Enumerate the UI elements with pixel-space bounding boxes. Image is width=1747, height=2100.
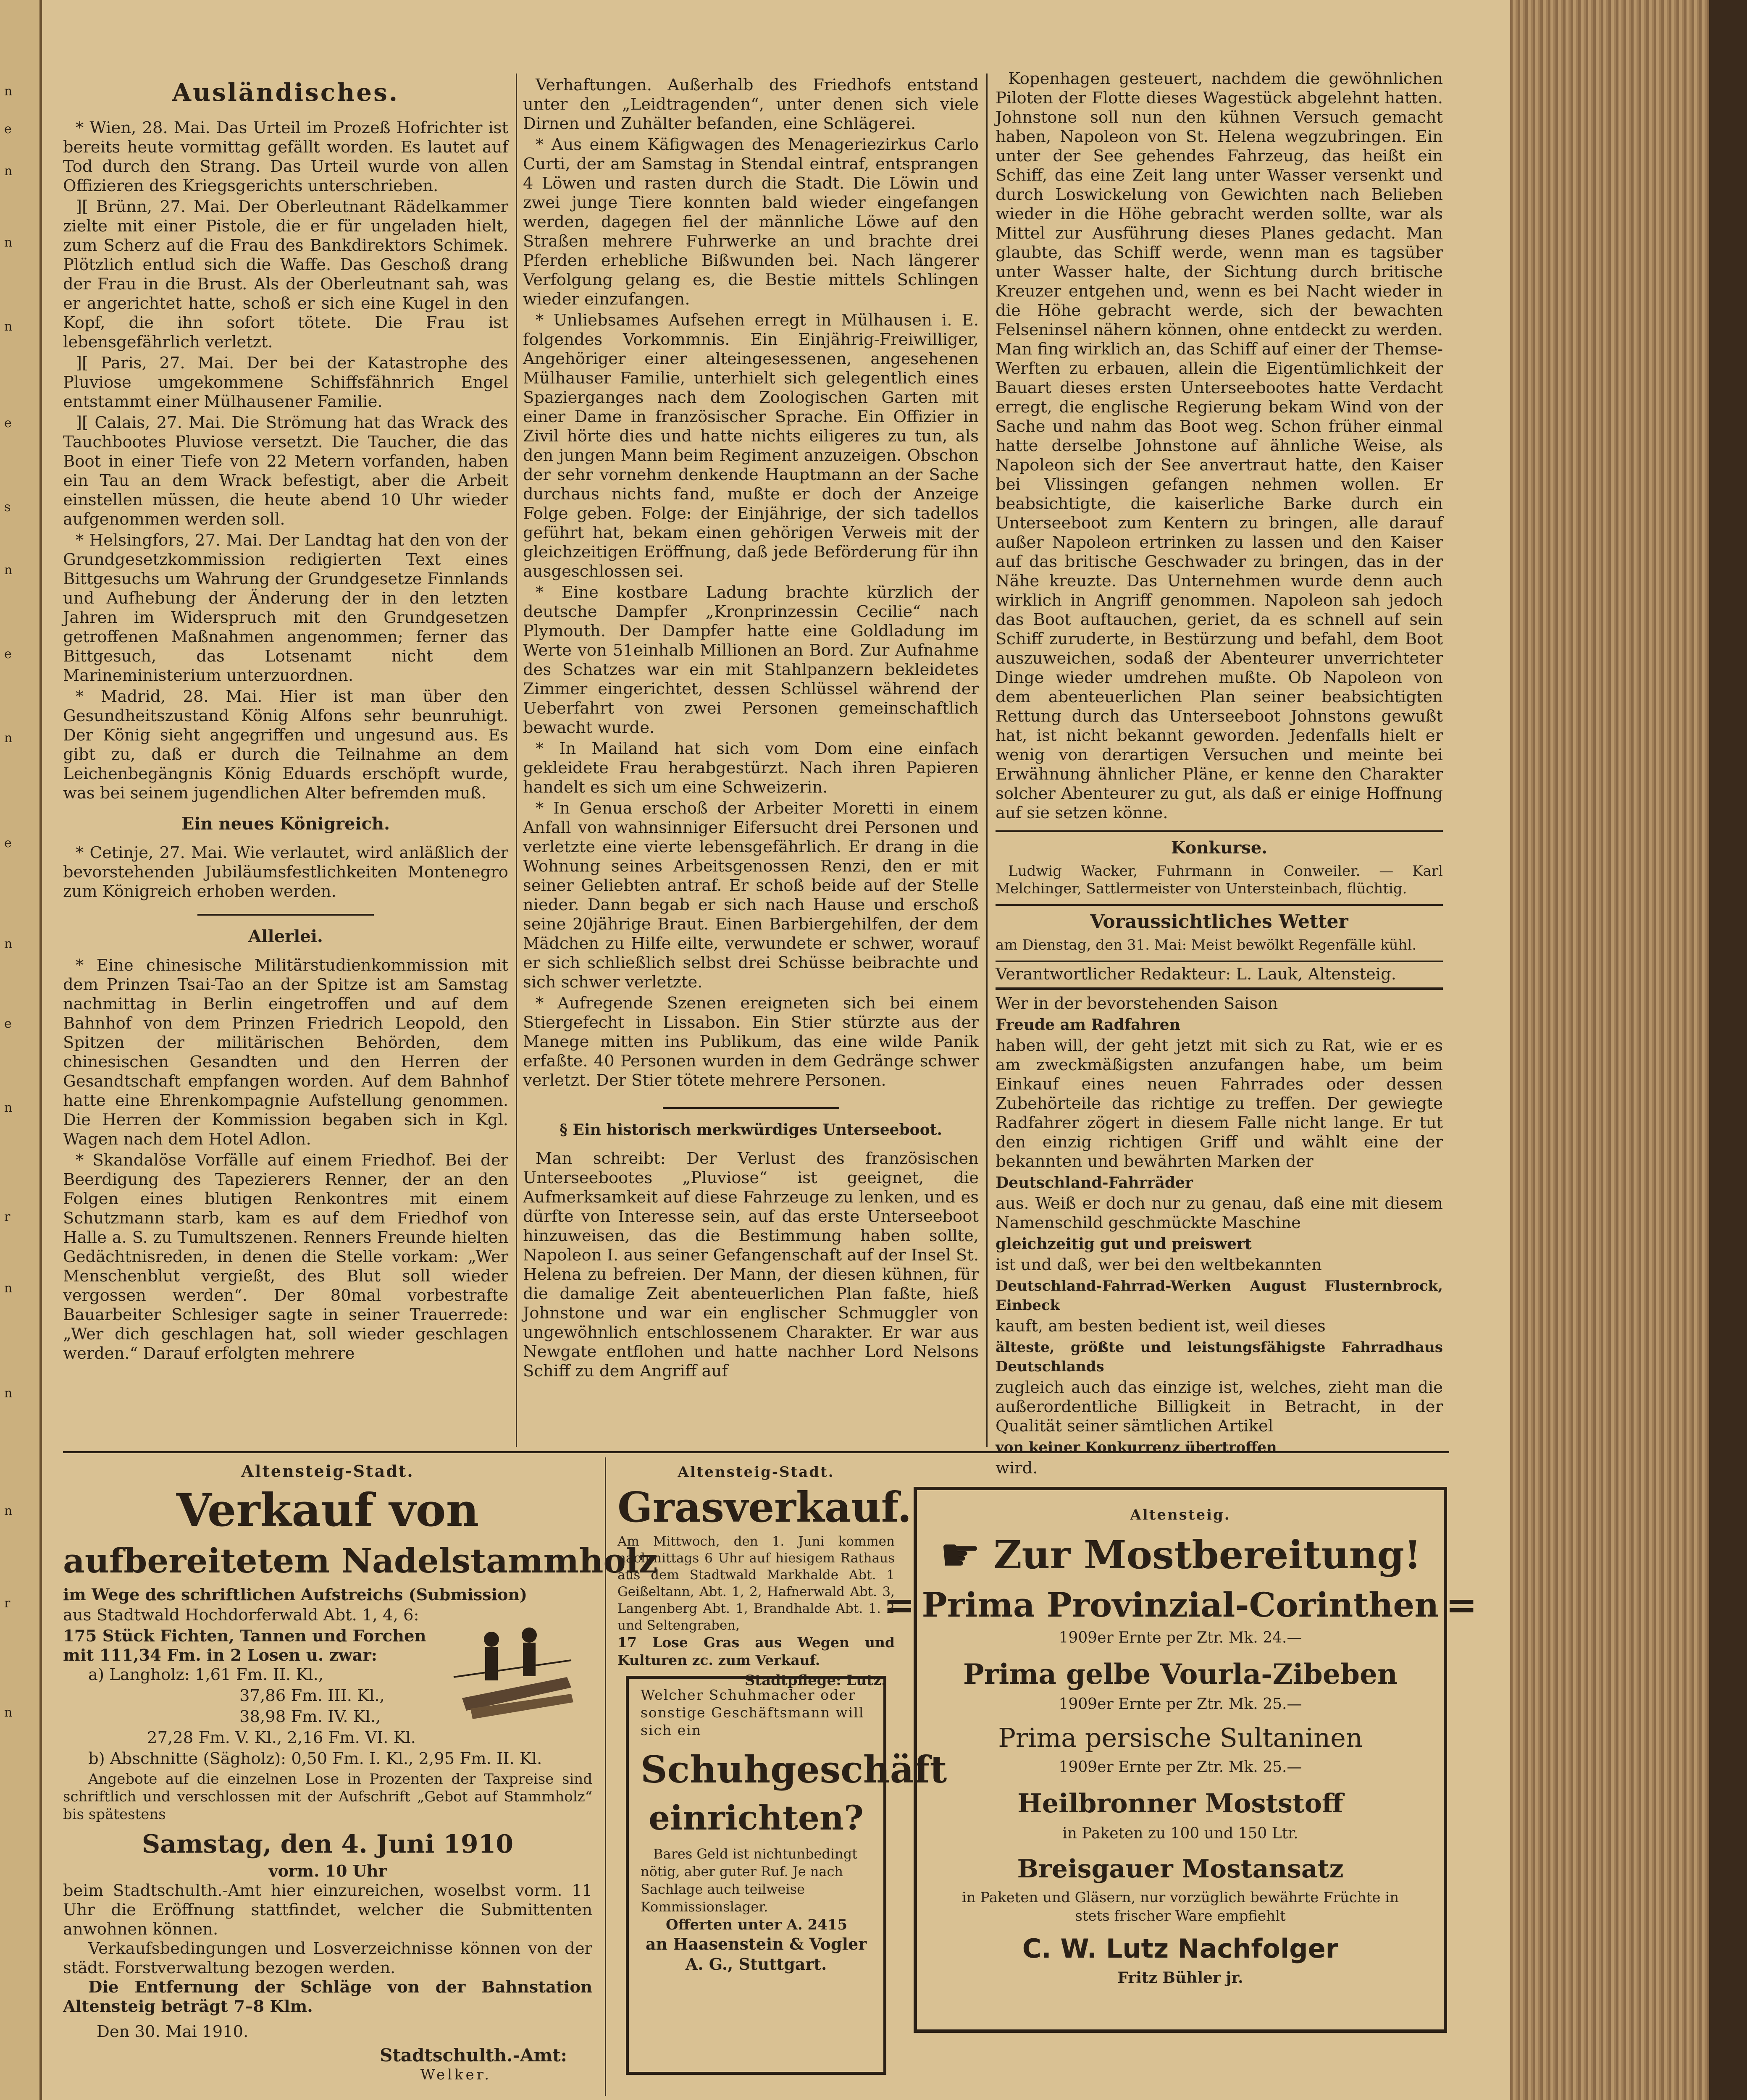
article-paragraph: Kopenhagen gesteuert, nachdem die gewöhnlichen Piloten der Flotte dieses Wagestück abgelehnt hatten. Johnstone soll nun den kühnen Versuch gemacht haben, Napoleon von St. Helena wegzubringen. Ein unter der See gehendes Fahrzeug, das heißt ein Schiff, das eine Zeit lang unter Wasser versenkt und durch Loswickelung von Gewichten nach Belieben wieder in die Höhe gebracht werden sollte, war als Mittel zur Ausführung dieses Planes gedacht. Man glaubte, das Schiff werde, wenn man es tagsüber unter Wasser halte, der Sichtung durch britische Kreuzer entgehen und, wenn es bei Nacht wieder in die Höhe gebracht werde, sich der bewachten Felseninsel nähern können, ohne entdeckt zu werden. Man fing wirklich an, das Schiff auf einer der Themse-Werften zu erbauen, allein die Eigentümlichkeit der Bauart dieses ersten Unterseebootes hatte Verdacht erregt, die englische Regierung bekam Wind von der Sache und nahm das Boot weg. Schon früher einmal hatte derselbe Johnstone auf ähnliche Weise, als Napoleon sich der See anvertraut hatte, den Kaiser bei Vlissingen gefangen nehmen wollen. Er beabsichtigte, die kaiserliche Barke durch ein Unterseeboot zum Kentern zu bringen, alle darauf außer Napoleon ertrinken zu lassen und den Kaiser auf das britische Geschwader zu bringen, das in der Nähe kreuzte. Das Unternehmen wurde denn auch wirklich in Angriff genommen. Napoleon sah jedoch das Boot auftauchen, geriet, da es schnell auf sein Schiff zuruderte, in Bestürzung und befahl, dem Boot auszuweichen, sodaß der Abenteurer unverrichteter Dinge wieder umdrehen mußte. Ob Napoleon von dem abenteuerlichen Plan seiner beabsichtigten Rettung durch das Unterseeboot Johnstons gewußt hat, ist nicht bekannt geworden. Jedenfalls hielt er wenig von derartigen Versuchen und meinte bei Erwähnung ähnlicher Pläne, er kenne den Charakter solcher Abenteurer zu gut, als daß er einige Hoffnung auf sie setzen könne. [996, 69, 1443, 822]
ad-heading: Freude am Radfahren [996, 1016, 1180, 1034]
ad-signature: Stadtpflege: Lutz. [744, 1672, 886, 1689]
ad-header: Altensteig-Stadt. [241, 1462, 414, 1480]
ad-header: Altensteig-Stadt. [678, 1464, 835, 1480]
divider [996, 830, 1443, 832]
ad-price: 1909er Ernte per Ztr. Mk. 24.— [1059, 1629, 1302, 1646]
ad-title-row [934, 1528, 1427, 1582]
ad-address: an Haasenstein & Vogler [645, 1935, 867, 1953]
margin-letter: r [4, 1596, 11, 1611]
divider [996, 961, 1443, 962]
ad-text: Bares Geld ist nichtunbedingt nötig, aber guter Ruf. Je nach Sachlage auch teilweise Kommissionslager. [641, 1846, 858, 1915]
ad-price: 1909er Ernte per Ztr. Mk. 25.— [1059, 1696, 1302, 1713]
margin-letter: n [4, 937, 13, 951]
margin-letter: n [4, 1386, 13, 1401]
fahrrad-ad [996, 994, 1443, 1478]
article-paragraph: ][ Brünn, 27. Mai. Der Oberleutnant Rädelkammer zielte mit einer Pistole, die er für ungeladen hielt, zum Scherz auf die Frau des Bankdirektors Schimek. Plötzlich entlud sich die Waffe. Das Geschoß drang der Frau in die Brust. Als der Oberleutnant sah, was er angerichtet hatte, schoß er sich eine Kugel in den Kopf, die ihn sofort tötete. Die Frau ist lebensgefährlich verletzt. [63, 197, 508, 352]
ad-schuhgeschaeft [626, 1676, 947, 2075]
ad-price: in Paketen zu 100 und 150 Ltr. [1062, 1825, 1298, 1842]
margin-letter: r [4, 1210, 11, 1224]
ad-text: a) Langholz: 1,61 Fm. II. Kl., [88, 1665, 324, 1684]
ad-text: Am Mittwoch, den 1. Juni kommen nachmittags 6 Uhr auf hiesigem Rathaus aus dem Stadtwald Markhalde Abt. 1 Geißeltann, Abt. 1, 2, Hafnerwald Abt. 3, Langenberg Abt. 1, Brandhalde Abt. 1. 2 und Seltengraben, [617, 1534, 895, 1633]
ad-address: A. G., Stuttgart. [685, 1955, 827, 1974]
divider [996, 904, 1443, 906]
ad-firm: C. W. Lutz Nachfolger [1022, 1933, 1339, 1964]
ad-text: 38,98 Fm. IV. Kl., [239, 1707, 381, 1726]
redakteur-line: Verantwortlicher Redakteur: L. Lauk, Altensteig. [996, 965, 1397, 984]
ad-time: vorm. 10 Uhr [268, 1861, 387, 1880]
margin-letter: n [4, 319, 13, 334]
divider [996, 987, 1443, 990]
article-paragraph: * Wien, 28. Mai. Das Urteil im Prozeß Hofrichter ist bereits heute vormittag gefällt worden. Es lautet auf Tod durch den Strang. Das Urteil wurde von allen Offizieren des Kriegsgerichts unterschrieben. [63, 118, 508, 195]
ad-heading: von keiner Konkurrenz übertroffen [996, 1439, 1277, 1456]
margin-letter: n [4, 1504, 13, 1518]
ad-text: aus Stadtwald Hochdorferwald Abt. 1, 4, 6: [63, 1606, 419, 1625]
margin-letter: n [4, 164, 13, 178]
ad-heading: gleichzeitig gut und preiswert [996, 1235, 1252, 1253]
subsection-title-koenigreich: Ein neues Königreich. [181, 814, 390, 834]
column-divider [986, 74, 988, 1447]
book-page-stack [1510, 0, 1747, 2100]
subsection-title-unterseeboot: § Ein historisch merkwürdiges Unterseeboot. [560, 1121, 942, 1139]
ad-text: Angebote auf die einzelnen Lose in Prozenten der Taxpreise sind schriftlich und verschlossen mit der Aufschrift „Gebot auf Stammholz“ bis spätestens [63, 1771, 592, 1823]
article-paragraph: * In Mailand hat sich vom Dom eine einfach gekleidete Frau herabgestürzt. Nach ihren Papieren handelt es sich um eine Schweizerin. [523, 739, 979, 797]
ad-body [63, 1606, 592, 1823]
article-paragraph: * Skandalöse Vorfälle auf einem Friedhof. Bei der Beerdigung des Tapezierers Renner, der an den Folgen eines blutigen Renkontres mit einem Schutzmann starb, kam es auf dem Friedhof von Halle a. S. zu Tumultszenen. Renners Freunde hielten Gedächtnisreden, in denen die Stelle vorkam: „Wer Menschenblut vergießt, des Blut soll wieder vergossen werden“. Der 80mal vorbestrafte Bauarbeiter Schlesiger sagte in seiner Trauerrede: „Wer dich geschlagen hat, soll wieder geschlagen werden.“ Darauf erfolgten mehrere [63, 1151, 508, 1363]
ad-date-line: Den 30. Mai 1910. [97, 2022, 249, 2041]
column-divider [516, 74, 517, 1447]
ad-text: haben will, der geht jetzt mit sich zu Rat, wie er es am zweckmäßigsten anzufangen habe, um beim Einkauf eines neuen Fahrrades oder dessen Zubehörteile das richtige zu treffen. Der gewiegte Radfahrer zögert in diesem Falle nicht lange. Er tut den einzig richtigen Griff und wählt eine der bekannten und bewährten Marken der [996, 1036, 1443, 1171]
margin-letter: n [4, 1100, 13, 1115]
ad-owner: Fritz Bühler jr. [1117, 1969, 1243, 1987]
ad-product: Breisgauer Mostansatz [1017, 1854, 1344, 1884]
margin-letter: n [4, 731, 13, 746]
ad-header: Altensteig. [1130, 1507, 1231, 1523]
margin-letter: n [4, 84, 13, 99]
ad-title: Grasverkauf. [617, 1483, 912, 1532]
ad-text: b) Abschnitte (Sägholz): 0,50 Fm. I. Kl., 2,95 Fm. II. Kl. [88, 1749, 542, 1768]
ad-text: Offerten unter A. 2415 [666, 1916, 848, 1933]
divider [197, 914, 374, 916]
ad-text: beim Stadtschulth.-Amt hier einzureichen, woselbst vorm. 11 Uhr die Eröffnung stattfindet, welcher die Submittenten anwohnen können. [63, 1881, 592, 1939]
article-paragraph: ][ Calais, 27. Mai. Die Strömung hat das Wrack des Tauchbootes Pluviose versetzt. Die Taucher, die das Boot in einer Tiefe von 22 Metern vorfanden, haben ein Tau an dem Wrack befestigt, aber die Arbeit einstellen müssen, die heute abend 10 Uhr wieder aufgenommen werden soll. [63, 413, 508, 529]
margin-letter: n [4, 1705, 13, 1720]
article-paragraph: * In Genua erschoß der Arbeiter Moretti in einem Anfall von wahnsinniger Eifersucht drei Personen und verletzte eine vierte lebensgefährlich. Er drang in die Wohnung seines Arbeitsgenossen Renzi, den er mit seiner Geliebten antraf. Er schoß beide auf der Stelle nieder. Dann begab er sich nach Hause und erschoß seine 20jährige Braut. Einen Barbiergehilfen, der dem Mädchen zu Hilfe eilte, verwundete er schwer, worauf er sich schließlich selbst drei Schüsse beibrachte und sich schwer verletzte. [523, 799, 979, 992]
ad-subtitle: im Wege des schriftlichen Aufstreichs (Submission) [63, 1585, 528, 1604]
ad-text: zugleich auch das einzige ist, welches, zieht man die außerordentliche Billigkeit in Betracht, in der Qualität seiner sämtlichen Artikel [996, 1378, 1443, 1436]
ad-title: Schuhgeschäft [641, 1748, 947, 1791]
ad-title: Verkauf von [176, 1484, 479, 1537]
margin-letter: e [4, 122, 12, 136]
ad-text: ist und daß, wer bei den weltbekannten [996, 1255, 1322, 1274]
ads-separator [63, 1451, 1449, 1453]
ad-text: wird. [996, 1459, 1038, 1478]
article-paragraph: * Cetinje, 27. Mai. Wie verlautet, wird anläßlich der bevorstehenden Jubiläumsfestlichkeiten Montenegro zum Königreich erhoben werden. [63, 843, 508, 901]
margin-letter: s [4, 500, 11, 514]
pointing-hand-icon: ☛ [939, 1528, 981, 1582]
margin-letter: e [4, 1016, 12, 1031]
article-paragraph: * Aus einem Käfigwagen des Menageriezirkus Carlo Curti, der am Samstag in Stendal eintraf, entsprangen 4 Löwen und rasten durch die Stadt. Die Löwin und zwei junge Tiere konnten bald wieder eingefangen werden, dagegen fiel der männliche Löwe auf den Straßen mehrere Fuhrwerke an und brachte drei Pferden erhebliche Bißwunden bei. Nach längerer Verfolgung gelang es, die Bestie mittels Schlingen wieder einzufangen. [523, 135, 979, 309]
ad-text: Verkaufsbedingungen und Losverzeichnisse können von der städt. Forstverwaltung bezogen werden. [63, 1939, 592, 1977]
column-1 [63, 76, 508, 1445]
ad-title: Zur Mostbereitung! [993, 1532, 1421, 1578]
ad-grasverkauf [617, 1462, 912, 1689]
article-paragraph: * Eine kostbare Ladung brachte kürzlich der deutsche Dampfer „Kronprinzessin Cecilie“ nach Plymouth. Der Dampfer hatte eine Goldladung im Werte von 51einhalb Millionen an Bord. Zur Aufnahme des Schatzes war ein mit Stahlpanzern bekleidetes Zimmer eingerichtet, dessen Schlüssel während der Ueberfahrt von zwei Personen gemeinschaftlich bewacht wurde. [523, 583, 979, 737]
column-3 [996, 69, 1443, 1478]
ad-body [63, 1881, 592, 2042]
article-paragraph: * Aufregende Szenen ereigneten sich bei einem Stiergefecht in Lissabon. Ein Stier stürzte aus der Manege mitten ins Publikum, das eine wilde Panik erfaßte. 40 Personen wurden in dem Gedränge schwer verletzt. Der Stier tötete mehrere Personen. [523, 994, 979, 1090]
margin-letter: n [4, 563, 13, 578]
double-bar-icon: = [1445, 1583, 1477, 1627]
margin-letter: e [4, 647, 12, 662]
konkurse-title: Konkurse. [1171, 838, 1268, 858]
ad-text: Die Entfernung der Schläge von der Bahnstation Altensteig beträgt 7–8 Klm. [63, 1978, 592, 2016]
ad-text: 175 Stück Fichten, Tannen und Forchen mit 111,34 Fm. in 2 Losen u. zwar: [63, 1627, 426, 1665]
article-paragraph: * Unliebsames Aufsehen erregt in Mülhausen i. E. folgendes Vorkommnis. Ein Einjährig-Freiwilliger, Angehöriger einer alteingesessenen, angesehenen Mülhauser Familie, unterhielt sich gelegentlich eines Spazierganges nach dem Zoologischen Garten mit einer Dame in französischer Sprache. Ein Offizier in Zivil hörte dies und hatte nichts eiligeres zu tun, als den jungen Mann beim Regiment anzuzeigen. Obschon der sehr vornehm denkende Hauptmann an der Sache durchaus nichts fand, mußte er doch der Anzeige Folge geben. Folge: der Einjährige, der sich tadellos geführt hat, bekam einen gehörigen Verweis mit der gleichzeitigen Eröffnung, daß jede Beförderung für ihn ausgeschlossen sei. [523, 311, 979, 581]
divider [663, 1107, 839, 1109]
article-paragraph: * Helsingfors, 27. Mai. Der Landtag hat den von der Grundgesetzkommission redigierten Text eines Bittgesuchs um Wahrung der Grundgesetze Finnlands und Aufhebung der Änderung der in den letzten Jahren im Widerspruch mit den Grundgesetzen getroffenen Maßnahmen angenommen; ferner das Bittgesuch, das Lotsenamt nicht dem Marineministerium unterzuordnen. [63, 531, 508, 685]
double-bar-icon: = [883, 1583, 915, 1627]
wetter-title: Voraussichtliches Wetter [1090, 911, 1348, 932]
ad-text: 27,28 Fm. V. Kl., 2,16 Fm. VI. Kl. [147, 1728, 416, 1747]
ad-text: aus. Weiß er doch nur zu genau, daß eine mit diesem Namenschild geschmückte Maschine [996, 1194, 1443, 1232]
ad-heading: Deutschland-Fahrrad-Werken August Flusternbrock, Einbeck [996, 1278, 1443, 1314]
ad-text: Wer in der bevorstehenden Saison [996, 994, 1278, 1013]
ad-product: Prima gelbe Vourla-Zibeben [963, 1658, 1398, 1690]
column-divider [605, 1457, 606, 2096]
ad-price: in Paketen und Gläsern, nur vorzüglich bewährte Früchte in stets frischer Ware empfiehlt [962, 1889, 1399, 1924]
article-paragraph: * Madrid, 28. Mai. Hier ist man über den Gesundheitszustand König Alfons sehr beunruhigt. Der König sieht angegriffen und ungesund aus. Es gibt zu, daß er durch die Teilnahme an dem Leichenbegängnis König Eduards erschöpft wurde, was bei seinem jugendlichen Alter befremden muß. [63, 687, 508, 803]
ad-text: 37,86 Fm. III. Kl., [239, 1686, 385, 1705]
woodcut-illustration-icon [445, 1614, 580, 1723]
margin-letter: n [4, 1281, 13, 1296]
article-paragraph: * Eine chinesische Militärstudienkommission mit dem Prinzen Tsai-Tao an der Spitze ist am Samstag nachmittag in Berlin eingetroffen und auf dem Bahnhof von dem Prinzen Friedrich Leopold, den Spitzen der militärischen Behörden, dem chinesischen Gesandten und den Herren der Gesandtschaft empfangen worden. Auf dem Bahnhof hatte eine Ehrenkompagnie Aufstellung genommen. Die Herren der Kommission begaben sich in Kgl. Wagen nach dem Hotel Adlon. [63, 956, 508, 1149]
ad-title: aufbereitetem Nadelstammholz [63, 1541, 658, 1580]
ad-signature: Stadtschulth.-Amt: [380, 2045, 567, 2066]
ad-text: kauft, am besten bedient ist, weil dieses [996, 1317, 1326, 1336]
ad-price: 1909er Ernte per Ztr. Mk. 25.— [1059, 1759, 1302, 1776]
article-paragraph: Man schreibt: Der Verlust des französischen Unterseebootes „Pluviose“ ist geeignet, die Aufmerksamkeit auf diese Fahrzeuge zu lenken, und es dürfte von Interesse sein, auf das erste Unterseeboot hinzuweisen, das die Bestimmung haben sollte, Napoleon I. aus seiner Gefangenschaft auf der Insel St. Helena zu befreien. Der Mann, der diesen kühnen, für die damalige Zeit abenteuerlichen Plan faßte, hieß Johnstone und war ein englischer Schmuggler von ungewöhnlich entschlossenem Charakter. Er war aus Newgate entflohen und hatte nachher Lord Nelsons Schiff zu dem Angriff auf [523, 1149, 979, 1381]
article-paragraph: ][ Paris, 27. Mai. Der bei der Katastrophe des Pluviose umgekommene Schiffsfähnrich Engel entstammt einer Mülhausener Familie. [63, 354, 508, 411]
ad-heading: Deutschland-Fahrräder [996, 1174, 1193, 1192]
ad-product: Prima persische Sultaninen [998, 1722, 1363, 1753]
ad-product: Prima Provinzial-Corinthen [922, 1585, 1439, 1625]
ad-product: Heilbronner Moststoff [1017, 1788, 1343, 1819]
konkurse-text: Ludwig Wacker, Fuhrmann in Conweiler. — Karl Melchinger, Sattlermeister von Untersteinbach, flüchtig. [996, 863, 1443, 897]
ad-text: 17 Lose Gras aus Wegen und Kulturen zc. zum Verkauf. [617, 1634, 895, 1668]
margin-letter: e [4, 836, 12, 850]
ad-title: einrichten? [649, 1798, 864, 1838]
article-paragraph: Verhaftungen. Außerhalb des Friedhofs entstand unter den „Leidtragenden“, unter denen sich viele Dirnen und Zuhälter befanden, eine Schlägerei. [523, 76, 979, 133]
ad-text: Welcher Schuhmacher oder sonstige Geschäftsmann will sich ein [641, 1687, 864, 1738]
ad-signature-name: Welker. [420, 2066, 491, 2083]
previous-page-edge [0, 0, 42, 2100]
ad-product-row [883, 1582, 1477, 1628]
ad-heading: älteste, größte und leistungsfähigste Fahrradhaus Deutschlands [996, 1339, 1443, 1375]
subsection-title-allerlei: Allerlei. [248, 927, 323, 946]
ad-date: Samstag, den 4. Juni 1910 [142, 1830, 514, 1859]
margin-letter: e [4, 416, 12, 430]
wetter-text: am Dienstag, den 31. Mai: Meist bewölkt Regenfälle kühl. [996, 937, 1417, 953]
column-2 [523, 76, 979, 1445]
section-title-auslaendisches: Ausländisches. [172, 78, 399, 107]
margin-letter: n [4, 235, 13, 250]
ad-mostbereitung [883, 1487, 1477, 2033]
ad-holzverkauf [63, 1460, 658, 2083]
